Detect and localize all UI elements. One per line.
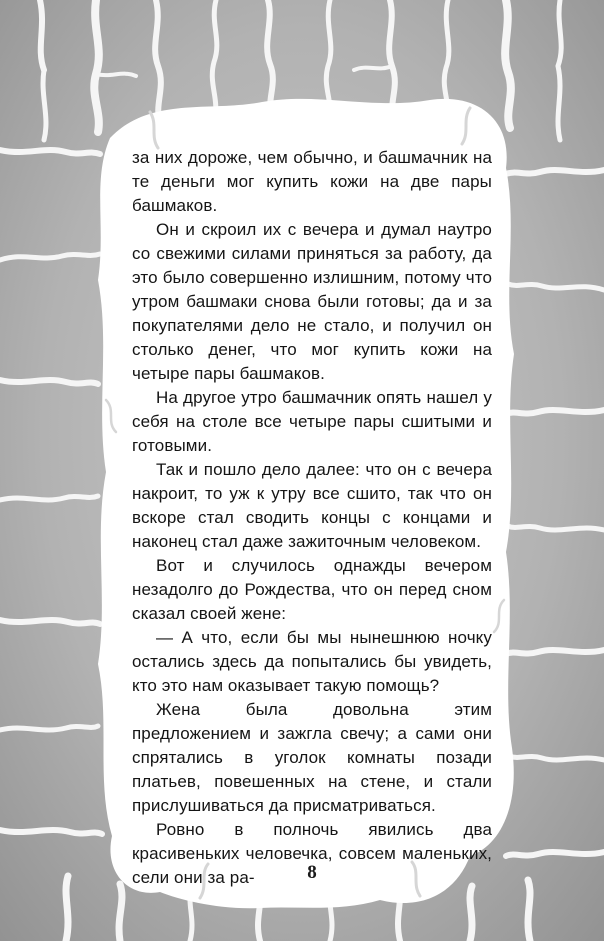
paragraph: за них дороже, чем обычно, и башмачник на те деньги мог купить кожи на две пары башмаков. <box>132 148 492 215</box>
paragraph: Так и пошло дело далее: что он с вечера накроит, то уж к утру все сшито, так что он вскоре стал сводить концы с концами и наконец стал даже зажиточным человеком. <box>132 460 492 551</box>
page-text <box>132 146 492 890</box>
page-number: 8 <box>307 862 317 883</box>
paragraph: Он и скроил их с вечера и думал наутро со свежими силами приняться за работу, да это было совершенно излишним, потому что утром башмаки снова были готовы; да и за покупателями дело не стало, и получил он столько денег, что мог купить кожи на четыре пары башмаков. <box>132 220 492 383</box>
paragraph: На другое утро башмачник опять нашел у себя на столе все четыре пары сшитыми и готовыми. <box>132 388 492 455</box>
paragraph: Жена была довольна этим предложением и зажгла свечу; а сами они спрятались в уголок комнаты позади платьев, повешенных на стене, и стали прислушиваться да присматриваться. <box>132 700 492 815</box>
paragraph: — А что, если бы мы нынешнюю ночку остались здесь да попытались бы увидеть, кто это нам оказывает такую помощь? <box>132 628 492 695</box>
paragraph: Ровно в полночь явились два красивеньких человечка, совсем маленьких, сели они за ра- <box>132 820 492 887</box>
paragraph: Вот и случилось однажды вечером незадолго до Рождества, что он перед сном сказал своей жене: <box>132 556 492 623</box>
